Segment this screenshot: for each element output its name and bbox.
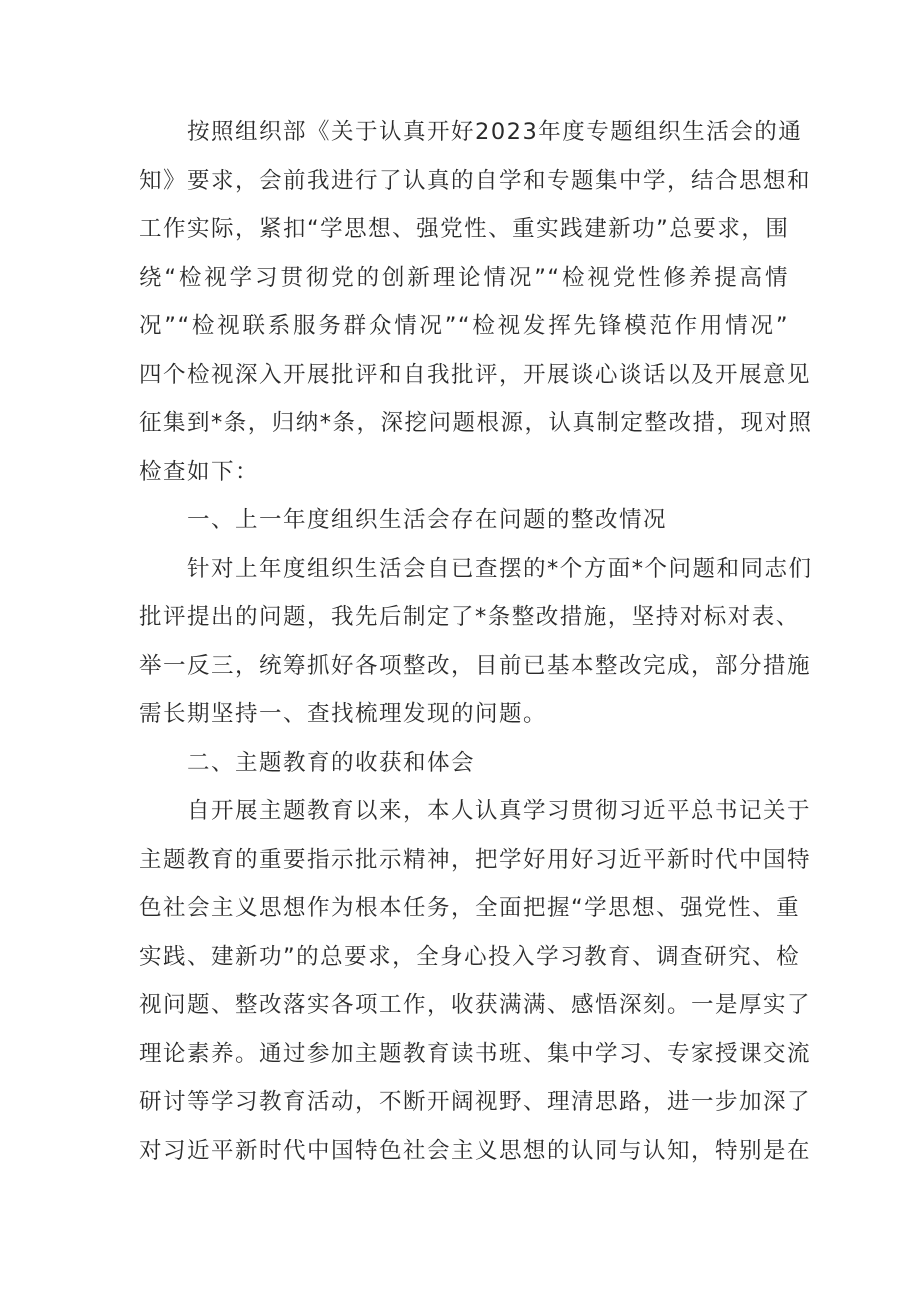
- paragraph-line: 检查如下：: [139, 458, 260, 485]
- paragraph-line: 况”“检视联系服务群众情况”“检视发挥先锋模范作用情况”: [139, 313, 789, 339]
- paragraph-line: 视问题、整改落实各项工作，收获满满、感悟深刻。一是厚实了: [139, 992, 812, 1018]
- paragraph-line: 理论素养。通过参加主题教育读书班、集中学习、专家授课交流: [139, 1040, 812, 1067]
- paragraph-line: 批评提出的问题，我先后制定了*条整改措施，坚持对标对表、: [139, 604, 800, 630]
- paragraph-line: 对习近平新时代中国特色社会主义思想的认同与认知，特别是在: [139, 1137, 812, 1164]
- paragraph-line: 四个检视深入开展批评和自我批评，开展谈心谈话以及开展意见: [139, 361, 812, 388]
- paragraph-line: 按照组织部《关于认真开好2023年度专题组织生活会的通: [187, 119, 803, 145]
- paragraph-line: 针对上年度组织生活会自已查摆的*个方面*个问题和同志们: [187, 555, 813, 582]
- paragraph-line: 知》要求，会前我进行了认真的自学和专题集中学，结合思想和: [139, 167, 812, 194]
- paragraph-line: 研讨等学习教育活动，不断开阔视野、理清思路，进一步加深了: [139, 1089, 812, 1115]
- paragraph-line: 主题教育的重要指示批示精神，把学好用好习近平新时代中国特: [139, 846, 812, 873]
- document-body: [139, 108, 813, 1175]
- paragraph-line: 举一反三，统筹抓好各项整改，目前已基本整改完成，部分措施: [139, 652, 812, 679]
- paragraph-line: 绕“检视学习贯彻党的创新理论情况”“检视党性修养提高情: [139, 264, 789, 291]
- section-heading: 一、上一年度组织生活会存在问题的整改情况: [187, 507, 668, 533]
- paragraph-line: 实践、建新功”的总要求，全身心投入学习教育、调查研究、检: [139, 943, 801, 970]
- paragraph-line: 工作实际，紧扣“学思想、强党性、重实践建新功”总要求，围: [139, 216, 790, 242]
- section-heading: 二、主题教育的收获和体会: [187, 749, 476, 776]
- paragraph-line: 需长期坚持一、查找梳理发现的问题。: [139, 701, 548, 727]
- paragraph-line: 征集到*条，归纳*条，深挖问题根源，认真制定整改措，现对照: [139, 410, 813, 436]
- paragraph-line: 自开展主题教育以来，本人认真学习贯彻习近平总书记关于: [187, 798, 812, 824]
- paragraph-line: 色社会主义思想作为根本任务，全面把握“学思想、强党性、重: [139, 895, 801, 921]
